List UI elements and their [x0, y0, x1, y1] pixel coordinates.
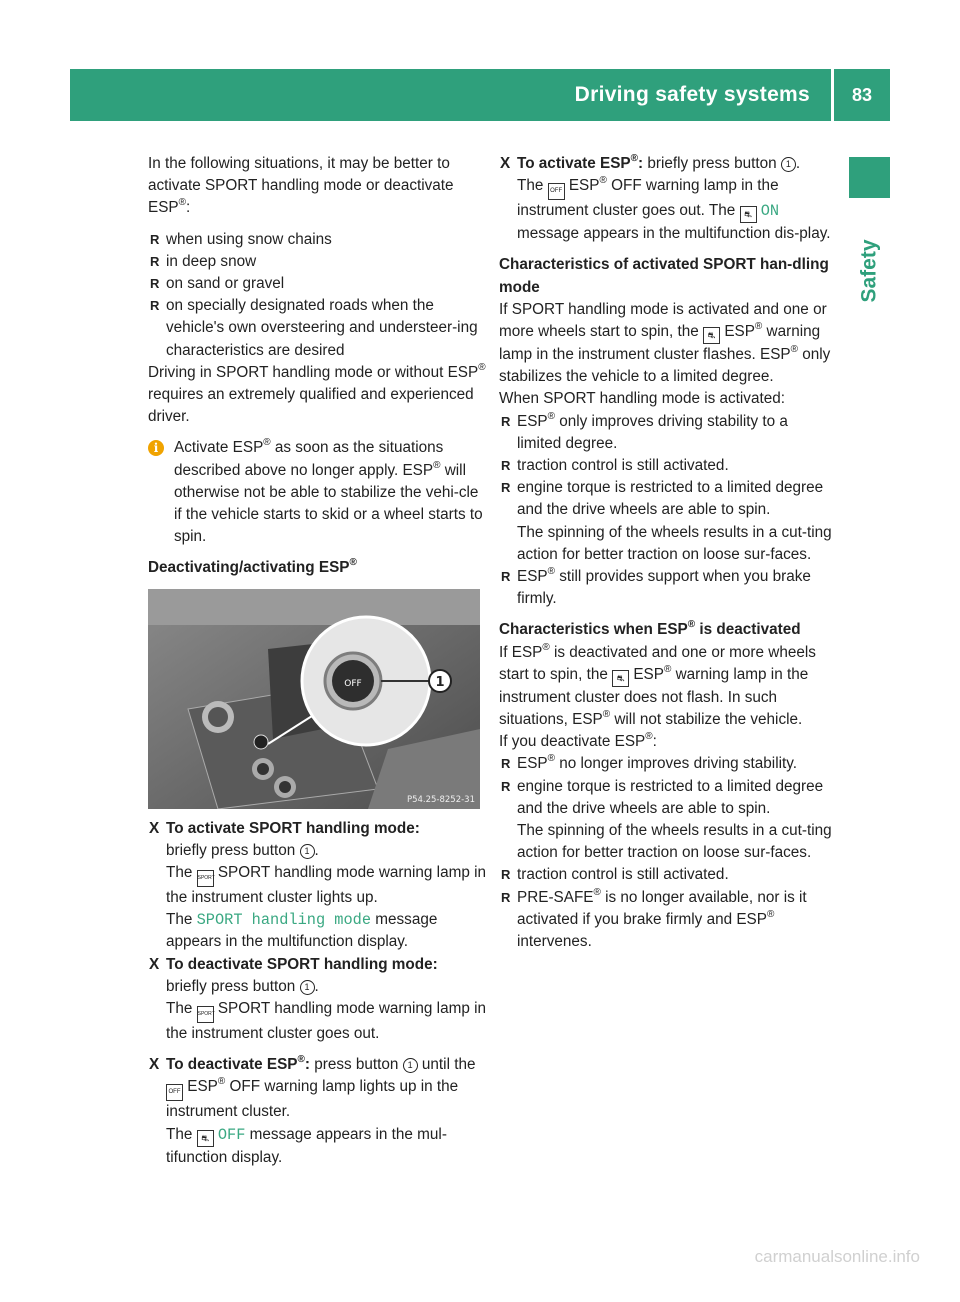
- info-icon: i: [148, 440, 164, 456]
- sport-icon: SPORT: [197, 870, 214, 887]
- intro-paragraph: In the following situations, it may be better to activate SPORT handling mode or deactivate ESP®:: [148, 155, 454, 217]
- step-text: The ⛐ OFF message appears in the mul-tifunction display.: [166, 1125, 447, 1166]
- step-activate-sport: X To activate SPORT handling mode:: [148, 818, 486, 840]
- section-title: Driving safety systems: [574, 83, 810, 106]
- svg-text:OFF: OFF: [344, 678, 362, 689]
- list-item: R ESP® only improves driving stability to a limited degree.: [499, 411, 834, 455]
- section-heading: Characteristics of activated SPORT han-dling mode: [499, 256, 829, 296]
- right-column: [499, 153, 834, 953]
- page-header: [70, 69, 890, 121]
- paragraph: When SPORT handling mode is activated:: [499, 390, 785, 408]
- step-activate-esp: X To activate ESP®: briefly press button 1 .: [499, 153, 834, 175]
- esp-button-photo: [148, 589, 480, 809]
- display-message: OFF: [217, 1125, 246, 1144]
- step-text: The SPORT handling mode message appears in the multifunction display.: [166, 911, 438, 951]
- left-column: [148, 153, 486, 1169]
- warning-paragraph: Driving in SPORT handling mode or without ESP® requires an extremely qualified and experienced driver.: [148, 361, 486, 426]
- list-item: R on specially designated roads when the vehicle's own oversteering and understeer-ing characteristics are desired: [148, 295, 486, 362]
- page-number: 83: [851, 85, 873, 105]
- list-item: R engine torque is restricted to a limited degree and the drive wheels are able to spin.: [499, 776, 834, 820]
- step-text: briefly press button 1 .: [166, 841, 319, 859]
- side-tab-label: Safety: [857, 239, 881, 303]
- section-heading: Deactivating/activating ESP®: [148, 557, 357, 577]
- paragraph: If you deactivate ESP®:: [499, 731, 657, 751]
- esp-icon: ⛐: [703, 327, 720, 344]
- esp-icon: ⛐: [740, 206, 757, 223]
- step-deactivate-sport: X To deactivate SPORT handling mode:: [148, 954, 486, 976]
- display-message: ON: [760, 202, 780, 221]
- list-item: R ESP® no longer improves driving stability.: [499, 753, 834, 775]
- list-item: R traction control is still activated.: [499, 455, 834, 477]
- side-tab-marker: [849, 157, 890, 198]
- list-item: R engine torque is restricted to a limited degree and the drive wheels are able to spin.: [499, 477, 834, 521]
- info-note: i Activate ESP® as soon as the situations described above no longer apply. ESP® will otherwise not be able to stabilize the vehi-cle if the vehicle starts to skid or a wheel starts to spin.: [148, 437, 486, 548]
- esp-icon: ⛐: [197, 1130, 214, 1147]
- step-text: The OFF ESP® OFF warning lamp in the instrument cluster goes out. The ⛐ ON message appears in the multifunction dis-play.: [517, 175, 831, 243]
- paragraph: If ESP® is deactivated and one or more wheels start to spin, the ⛐ ESP® warning lamp in the instrument cluster does not flash. In such situations, ESP® will not stabilize the vehicle.: [499, 641, 816, 729]
- esp-off-icon: OFF: [166, 1084, 183, 1101]
- list-item: R in deep snow: [148, 251, 486, 273]
- image-reference: P54.25-8252-31: [406, 794, 475, 805]
- list-item: R on sand or gravel: [148, 273, 486, 295]
- esp-off-icon: OFF: [548, 183, 565, 200]
- callout-number: 1: [435, 674, 445, 690]
- list-item: R PRE-SAFE® is no longer available, nor is it activated if you brake firmly and ESP® intervenes.: [499, 887, 834, 954]
- sport-icon: SPORT: [197, 1006, 214, 1023]
- list-item-note: The spinning of the wheels results in a cut-ting action for better traction on loose sur-faces.: [517, 523, 832, 563]
- display-message: SPORT handling mode: [196, 911, 372, 930]
- step-text: The SPORT SPORT handling mode warning lamp in the instrument cluster lights up.: [166, 864, 486, 907]
- watermark: carmanualsonline.info: [754, 1247, 920, 1266]
- step-deactivate-esp: X To deactivate ESP®: press button 1 until the OFF ESP® OFF warning lamp lights up in the instrument cluster.: [148, 1054, 486, 1123]
- list-item: R traction control is still activated.: [499, 864, 834, 886]
- paragraph: If SPORT handling mode is activated and one or more wheels start to spin, the ⛐ ESP® warning lamp in the instrument cluster flashes. ESP® only stabilizes the vehicle to a limited degree.: [499, 300, 831, 386]
- section-heading: Characteristics when ESP® is deactivated: [499, 619, 801, 639]
- esp-icon: ⛐: [612, 670, 629, 687]
- list-item-note: The spinning of the wheels results in a cut-ting action for better traction on loose sur-faces.: [517, 822, 832, 862]
- list-item: R ESP® still provides support when you brake firmly.: [499, 566, 834, 610]
- list-item: R when using snow chains: [148, 229, 486, 251]
- step-text: briefly press button 1 .: [166, 977, 319, 995]
- step-text: The SPORT SPORT handling mode warning lamp in the instrument cluster goes out.: [166, 1000, 486, 1043]
